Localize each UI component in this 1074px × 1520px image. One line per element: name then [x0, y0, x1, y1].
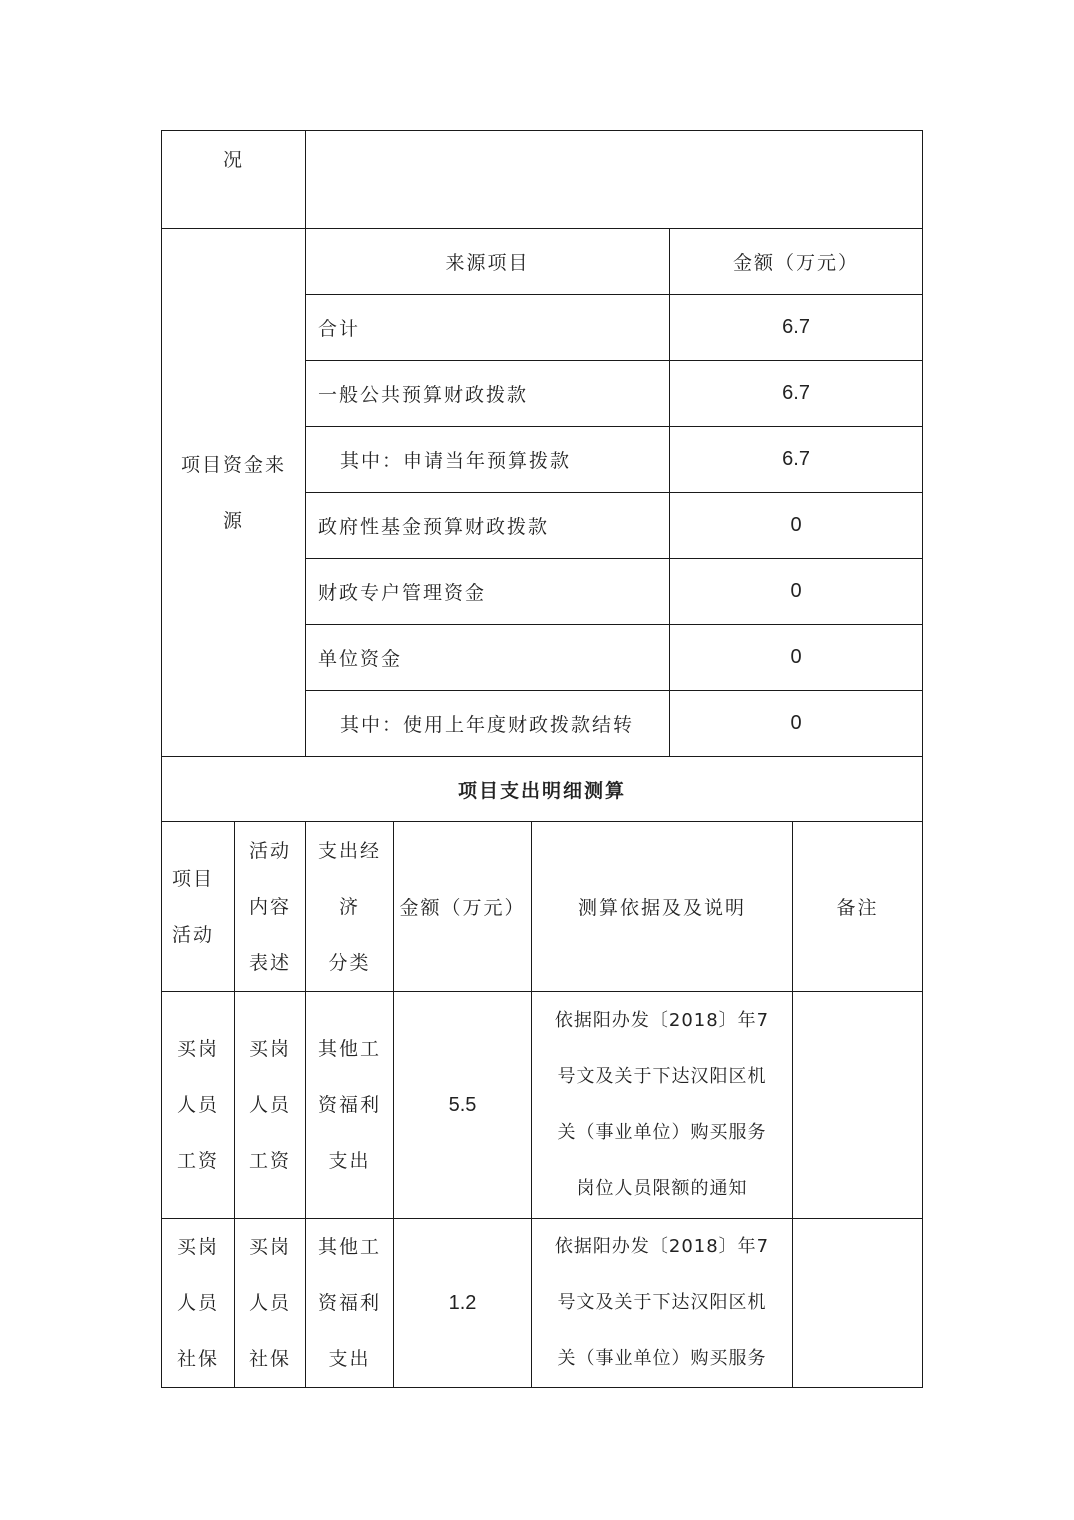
- detail-activity: [162, 992, 235, 1219]
- detail-basis-line: 关（事业单位）购买服务: [557, 1122, 767, 1143]
- detail-header-row: [162, 822, 923, 992]
- header-category-line: 分类: [328, 951, 371, 974]
- detail-activity-line: 社保: [176, 1348, 219, 1370]
- funding-amount: 6.7: [670, 295, 923, 361]
- detail-content-line: 买岗: [249, 1236, 292, 1258]
- funding-amount: 6.7: [670, 427, 923, 493]
- funding-item: 合计: [306, 295, 670, 361]
- funding-item: 政府性基金预算财政拨款: [306, 493, 670, 559]
- detail-title-row: [162, 757, 923, 822]
- detail-activity-line: 买岗: [176, 1236, 219, 1258]
- detail-amount: 5.5: [394, 992, 532, 1219]
- detail-category-line: 资福利: [318, 1094, 382, 1116]
- header-content: [235, 822, 306, 992]
- funding-header-row: [162, 229, 923, 295]
- header-activity-line: 活动: [172, 923, 215, 946]
- header-basis: 测算依据及及说明: [532, 822, 793, 992]
- detail-basis-line: 号文及关于下达汉阳区机: [557, 1292, 767, 1313]
- detail-category-line: 其他工: [318, 1236, 382, 1258]
- detail-content: [235, 1219, 306, 1388]
- header-category-line: 支出经: [318, 839, 382, 862]
- detail-content-line: 人员: [249, 1292, 292, 1314]
- detail-category-line: 支出: [328, 1150, 371, 1172]
- detail-remark: [793, 1219, 923, 1388]
- funding-label-line: 项目资金来: [181, 453, 287, 476]
- detail-amount: 1.2: [394, 1219, 532, 1388]
- detail-content-line: 买岗: [249, 1038, 292, 1060]
- detail-category: [306, 1219, 394, 1388]
- detail-row: [162, 992, 923, 1219]
- detail-activity-line: 人员: [176, 1292, 219, 1314]
- header-content-line: 内容: [249, 895, 292, 918]
- detail-row: [162, 1219, 923, 1388]
- detail-activity: [162, 1219, 235, 1388]
- funding-label-line: 源: [223, 509, 245, 532]
- header-activity-line: 项目: [172, 867, 215, 890]
- detail-content-line: 工资: [249, 1150, 292, 1172]
- funding-item: 一般公共预算财政拨款: [306, 361, 670, 427]
- detail-category-line: 支出: [328, 1348, 371, 1370]
- status-content: [306, 131, 923, 229]
- detail-basis-line: 依据阳办发〔2018〕年7: [554, 1010, 770, 1031]
- source-item-header: 来源项目: [306, 229, 670, 295]
- detail-activity-line: 工资: [176, 1150, 219, 1172]
- funding-source-label: [162, 229, 306, 757]
- detail-basis-line: 岗位人员限额的通知: [576, 1178, 748, 1199]
- funding-amount: 0: [670, 559, 923, 625]
- detail-content-line: 社保: [249, 1348, 292, 1370]
- source-amount-header: 金额（万元）: [670, 229, 923, 295]
- detail-basis: [532, 1219, 793, 1388]
- detail-basis-line: 号文及关于下达汉阳区机: [557, 1066, 767, 1087]
- detail-remark: [793, 992, 923, 1219]
- funding-item: 其中：使用上年度财政拨款结转: [306, 691, 670, 757]
- detail-activity-line: 买岗: [176, 1038, 219, 1060]
- header-content-line: 表述: [249, 951, 292, 974]
- budget-table: [161, 130, 923, 1388]
- detail-basis-line: 依据阳办发〔2018〕年7: [554, 1236, 770, 1257]
- funding-amount: 0: [670, 691, 923, 757]
- detail-basis-line: 关（事业单位）购买服务: [557, 1348, 767, 1369]
- detail-section-title: 项目支出明细测算: [162, 757, 923, 822]
- detail-content-line: 人员: [249, 1094, 292, 1116]
- funding-item: 单位资金: [306, 625, 670, 691]
- funding-amount: 0: [670, 493, 923, 559]
- header-category: [306, 822, 394, 992]
- status-label: 况: [162, 131, 306, 229]
- header-activity: [162, 822, 235, 992]
- header-category-line: 济: [339, 895, 361, 918]
- funding-item: 其中：申请当年预算拨款: [306, 427, 670, 493]
- funding-amount: 6.7: [670, 361, 923, 427]
- funding-item: 财政专户管理资金: [306, 559, 670, 625]
- detail-category: [306, 992, 394, 1219]
- detail-basis: [532, 992, 793, 1219]
- detail-activity-line: 人员: [176, 1094, 219, 1116]
- header-amount: 金额（万元）: [394, 822, 532, 992]
- header-content-line: 活动: [249, 839, 292, 862]
- detail-category-line: 资福利: [318, 1292, 382, 1314]
- status-row: [162, 131, 923, 229]
- funding-amount: 0: [670, 625, 923, 691]
- header-remark: 备注: [793, 822, 923, 992]
- detail-content: [235, 992, 306, 1219]
- detail-category-line: 其他工: [318, 1038, 382, 1060]
